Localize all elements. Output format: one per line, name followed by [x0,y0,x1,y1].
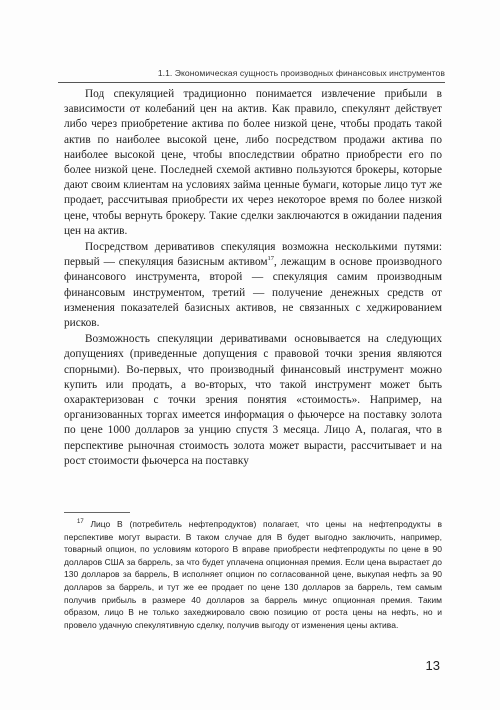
footnote [64,518,442,631]
paragraph-derivative-speculation [64,240,442,331]
running-header: 1.1. Экономическая сущность производных финансовых инструментов [157,68,445,78]
header-rule [58,82,445,83]
paragraph-derivative-speculation-end: , лежащим в основе производного финансового инструмента, второй — спекуляция самим производным финансовым инструментом, третий — получение денежных средств от изменения показателей базисных активов, не связанных с хеджированием рисков. [64,256,442,330]
paragraph-derivative-speculation-start: Посредством деривативов спекуляция возможна несколькими путями: первый — спекуляция базисным активом [64,241,442,269]
body-text [64,87,442,469]
footnote-reference[interactable]: 17 [267,255,275,263]
footnote-text: Лицо В (потребитель нефтепродуктов) полагает, что цены на нефтепродукты в перспективе могут вырасти. В таком случае для В будет выгодно заключить, например, товарный опцион, по условиям которого В вправе приобрести нефтепродукты по цене в 90 долларов США за баррель, за что будет уплачена опционная премия. Если цена вырастает до 130 долларов за баррель, В исполняет опцион по согласованной цене, выкупая нефть за 90 долларов за баррель, и тут же ее продает по цене 130 долларов за баррель, тем самым получив прибыль в размере 40 долларов за баррель минус опционная премия. Таким образом, лицо В не только захеджировало свою позицию от роста цены на нефть, но и провело удачную спекулятивную сделку, получив выгоду от изменения цены актива. [64,519,442,630]
paragraph-speculation-assumptions: Возможность спекуляции деривативами основывается на следующих допущениях (приведенные допущения с правовой точки зрения являются спорными). Во-первых, что производный финансовый инструмент можно купить или продать, а во-вторых, что такой инструмент может быть охарактеризован с точки зрения понятия «стоимость». Например, на организованных торгах имеется информация о фьючерсе на поставку золота по цене 1000 долларов за унцию спустя 3 месяца. Лицо А, полагая, что в перспективе рыночная стоимость золота может вырасти, рассчитывает и на рост стоимости фьючерса на поставку [64,333,442,467]
footnote-paragraph [64,518,442,631]
paragraph-speculation-definition: Под спекуляцией традиционно понимается извлечение прибыли в зависимости от колебаний цен на актив. Как правило, спекулянт действует либо через приобретение актива по более низкой цене, чтобы продать такой актив по наиболее высокой цене, либо посредством продажи актива по наиболее высокой цене, чтобы впоследствии обратно приобрести его по более низкой цене. Последней схемой активно пользуются брокеры, которые дают своим клиентам на условиях займа ценные бумаги, которые лицо тут же продает, рассчитывая приобрести их через некоторое время по более низкой цене, чтобы вернуть брокеру. Такие сделки заключаются в ожидании падения цен на актив. [64,88,442,237]
footnote-mark: 17 [77,519,84,526]
footnote-rule [64,512,130,513]
page-number: 13 [425,658,440,673]
